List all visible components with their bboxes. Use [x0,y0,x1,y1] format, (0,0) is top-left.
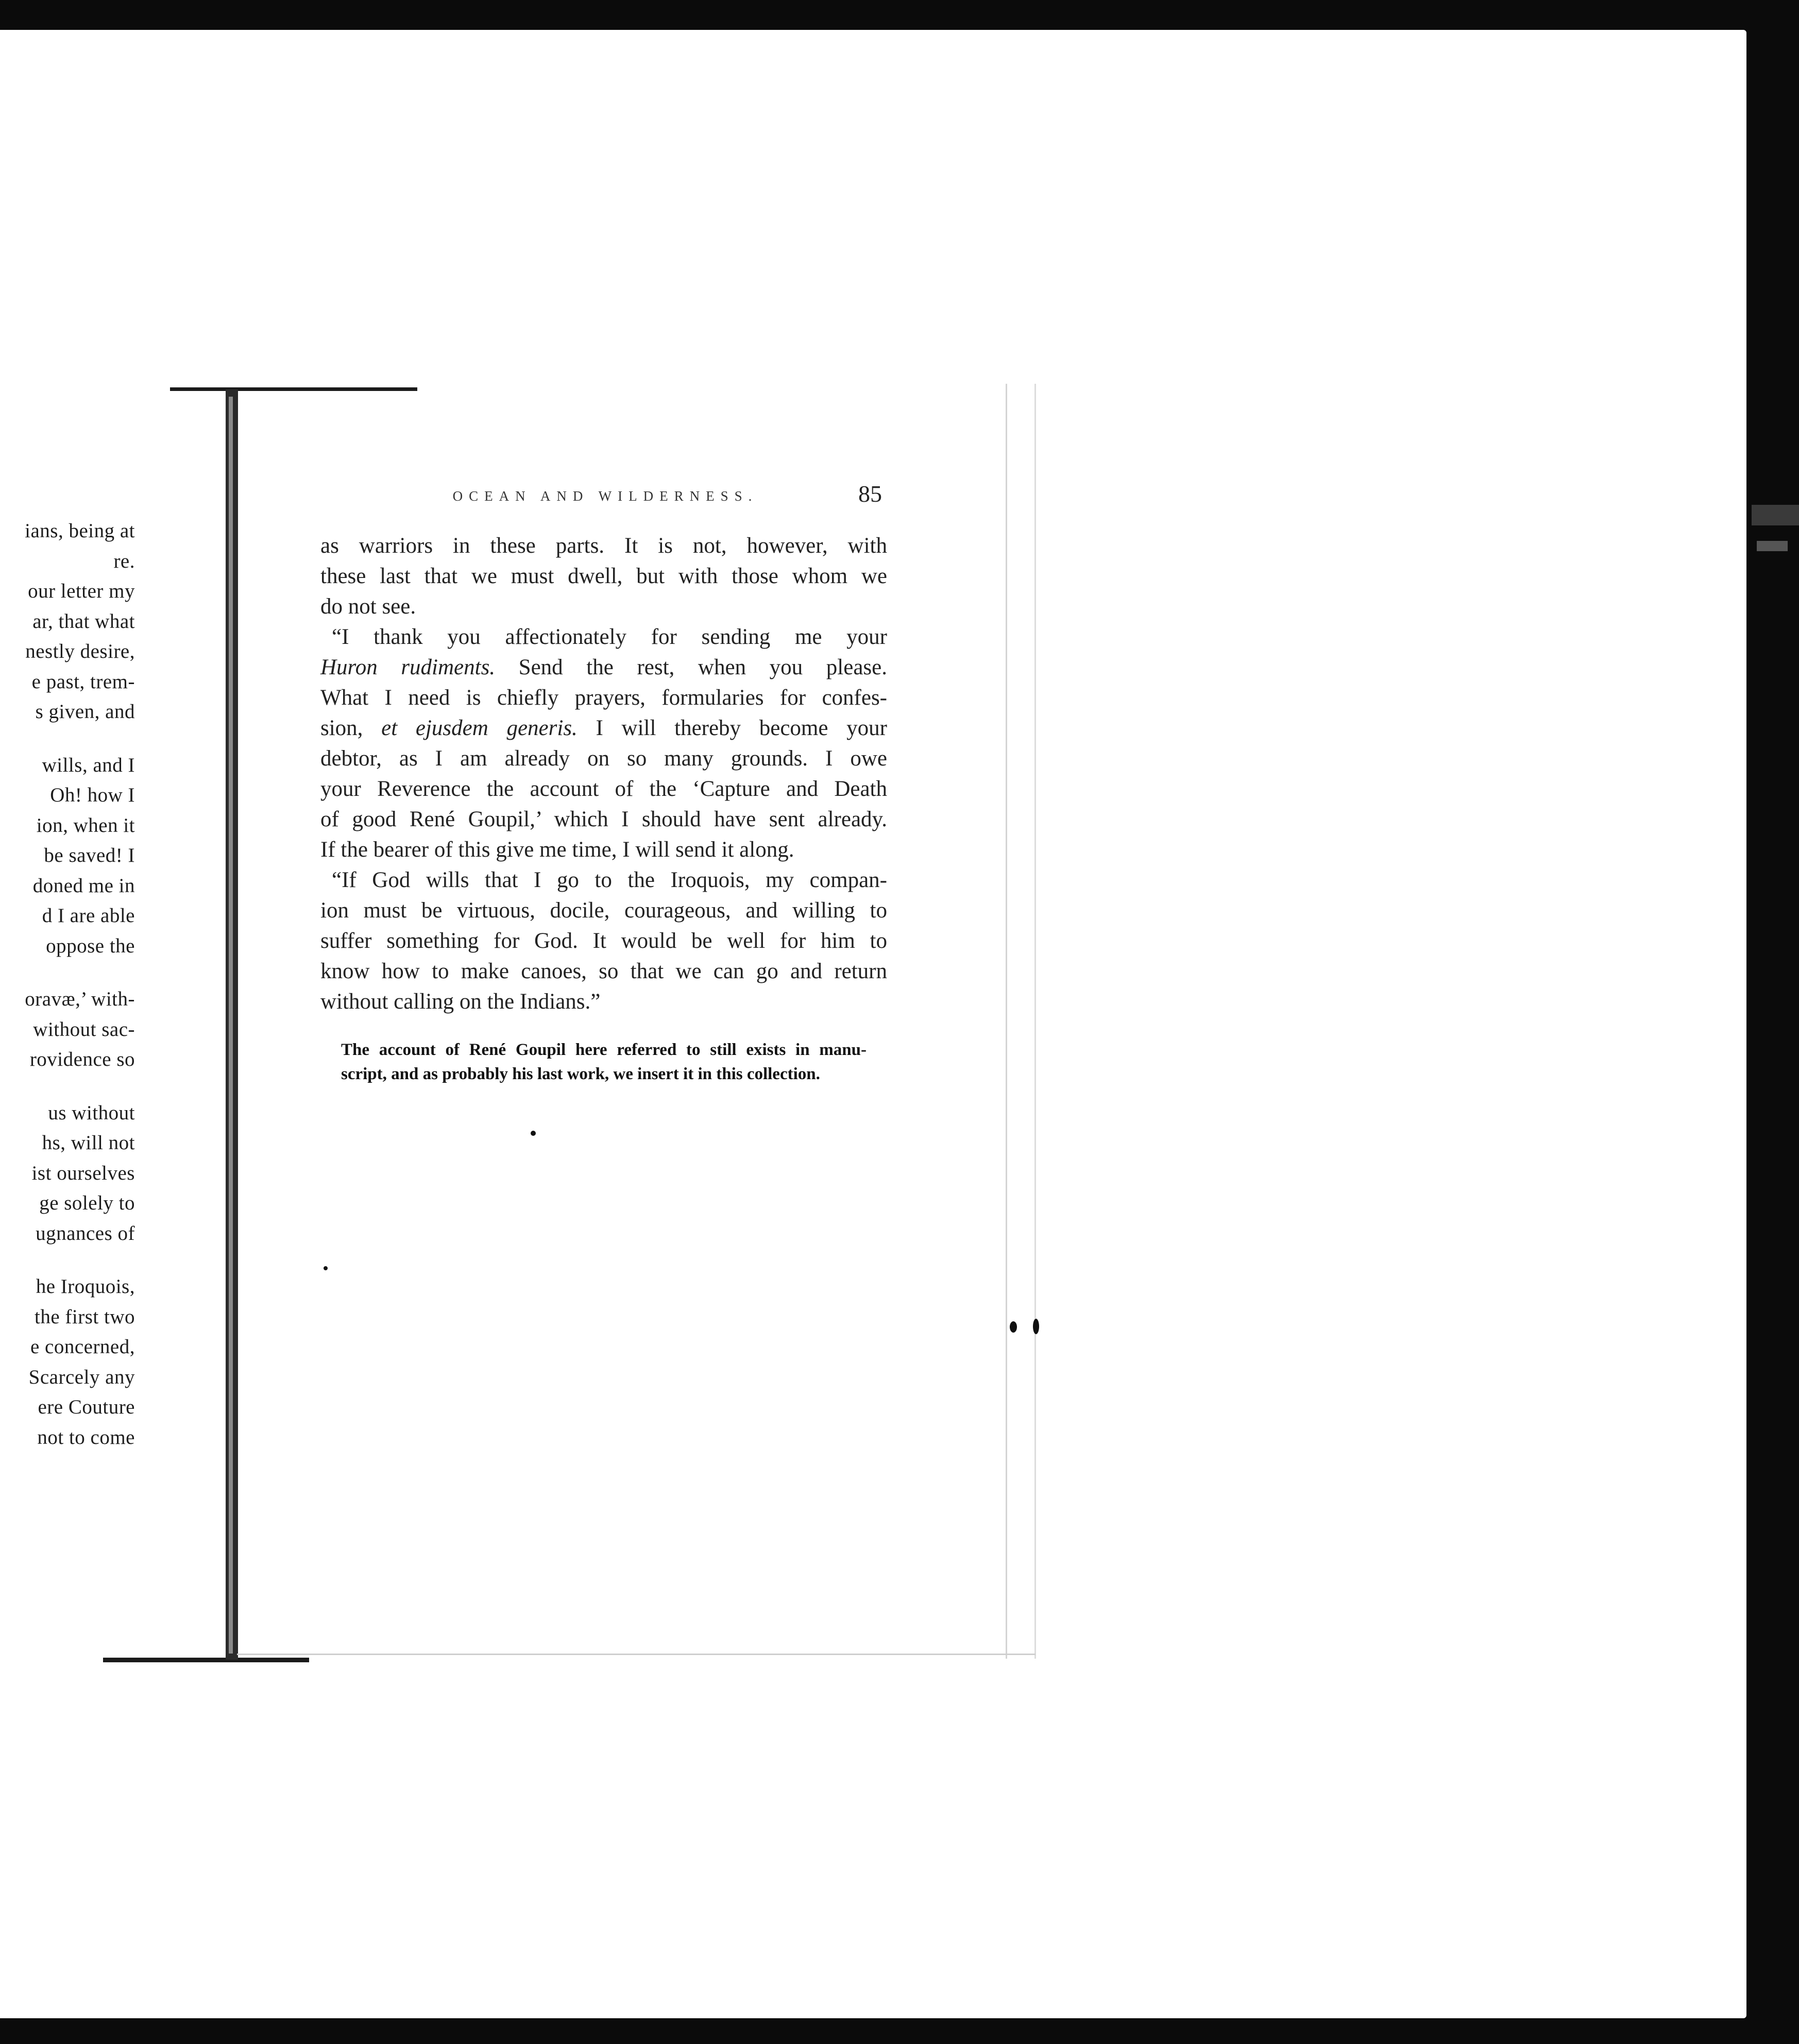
text-line: know how to make canoes, so that we can go and return [320,959,887,983]
left-page-line: ere Couture [38,1396,135,1418]
left-page-fragment [0,515,135,1520]
scan-edge-mark [1752,505,1799,525]
left-page-line: oppose the [46,934,135,957]
ink-speck [531,1131,536,1136]
left-page-line: our letter my [28,580,135,602]
text-line: “If God wills that I go to the Iroquois, my compan- [332,868,887,892]
footnote-line: script, and as probably his last work, we insert it in this collection. [341,1065,820,1083]
text-line: ion must be virtuous, docile, courageous, and willing to [320,898,887,923]
text-line: as warriors in these parts. It is not, however, with [320,534,887,558]
binding-rule-bottom [103,1658,309,1662]
italic-phrase: et ejusdem generis. [381,716,578,740]
footnote-line: The account of René Goupil here referred to still exists in manu- [341,1041,867,1059]
left-page-line: e concerned, [30,1336,135,1358]
left-page-line: ar, that what [32,610,135,633]
text-line: debtor, as I am already on so many grounds. I owe [320,746,887,771]
left-page-line: Oh! how I [50,784,135,806]
left-page-line: he Iroquois, [36,1275,135,1298]
left-page-line: hs, will not [42,1132,135,1154]
left-page-line: s given, and [35,701,135,723]
italic-phrase: Huron rudiments. [320,655,496,679]
ink-speck [324,1266,328,1270]
text-line: suffer something for God. It would be well for him to [320,929,887,953]
body-text [320,531,887,1017]
left-page-line: without sac- [33,1018,135,1041]
ink-speck [1033,1319,1039,1334]
left-page-line: be saved! I [44,844,135,866]
left-page-line: e past, trem- [31,670,135,693]
left-page-line: ist ourselves [31,1162,135,1184]
left-page-line: d I are able [42,905,135,927]
text-line: If the bearer of this give me time, I will send it along. [320,838,794,862]
left-page-line: wills, and I [42,754,135,776]
left-page-line: doned me in [32,874,135,897]
running-head: OCEAN AND WILDERNESS. [452,488,758,504]
left-page-line: not to come [37,1426,135,1449]
text-line: of good René Goupil,’ which I should have sent already. [320,807,887,831]
text-line: “I thank you affectionately for sending me your [332,625,887,649]
footnote [341,1038,867,1086]
left-page-line: the first two [35,1305,135,1328]
text-line: without calling on the Indians.” [320,990,601,1014]
text-line: these last that we must dwell, but with those whom we [320,564,887,588]
page-edge [1006,384,1007,1659]
text-line: Huron rudiments. Send the rest, when you please. [320,655,887,679]
page-edge [237,1654,1036,1655]
left-page-line: oravæ,’ with- [25,988,135,1010]
left-page-line: re. [113,550,135,572]
text-line: What I need is chiefly prayers, formularies for confes- [320,686,887,710]
ink-speck [1010,1321,1017,1333]
text-line: your Reverence the account of the ‘Capture and Death [320,777,887,801]
left-page-line: ugnances of [36,1222,135,1245]
text-line: do not see. [320,594,416,619]
left-page-line: us without [48,1101,135,1124]
scanned-sheet [0,30,1746,2018]
left-page-line: ge solely to [39,1192,135,1214]
book-spine-highlight [229,397,233,1654]
binding-rule-top [170,387,417,391]
left-page-line: nestly desire, [25,640,135,662]
page-number: 85 [858,481,882,507]
page-edge [1034,384,1036,1659]
left-page-line: Scarcely any [28,1366,135,1388]
left-page-line: ion, when it [36,814,135,837]
left-page-line: ians, being at [25,520,135,542]
left-page-line: rovidence so [29,1048,135,1070]
scan-edge-mark [1757,541,1788,551]
text-line: sion, et ejusdem generis. I will thereby become your [320,716,887,740]
